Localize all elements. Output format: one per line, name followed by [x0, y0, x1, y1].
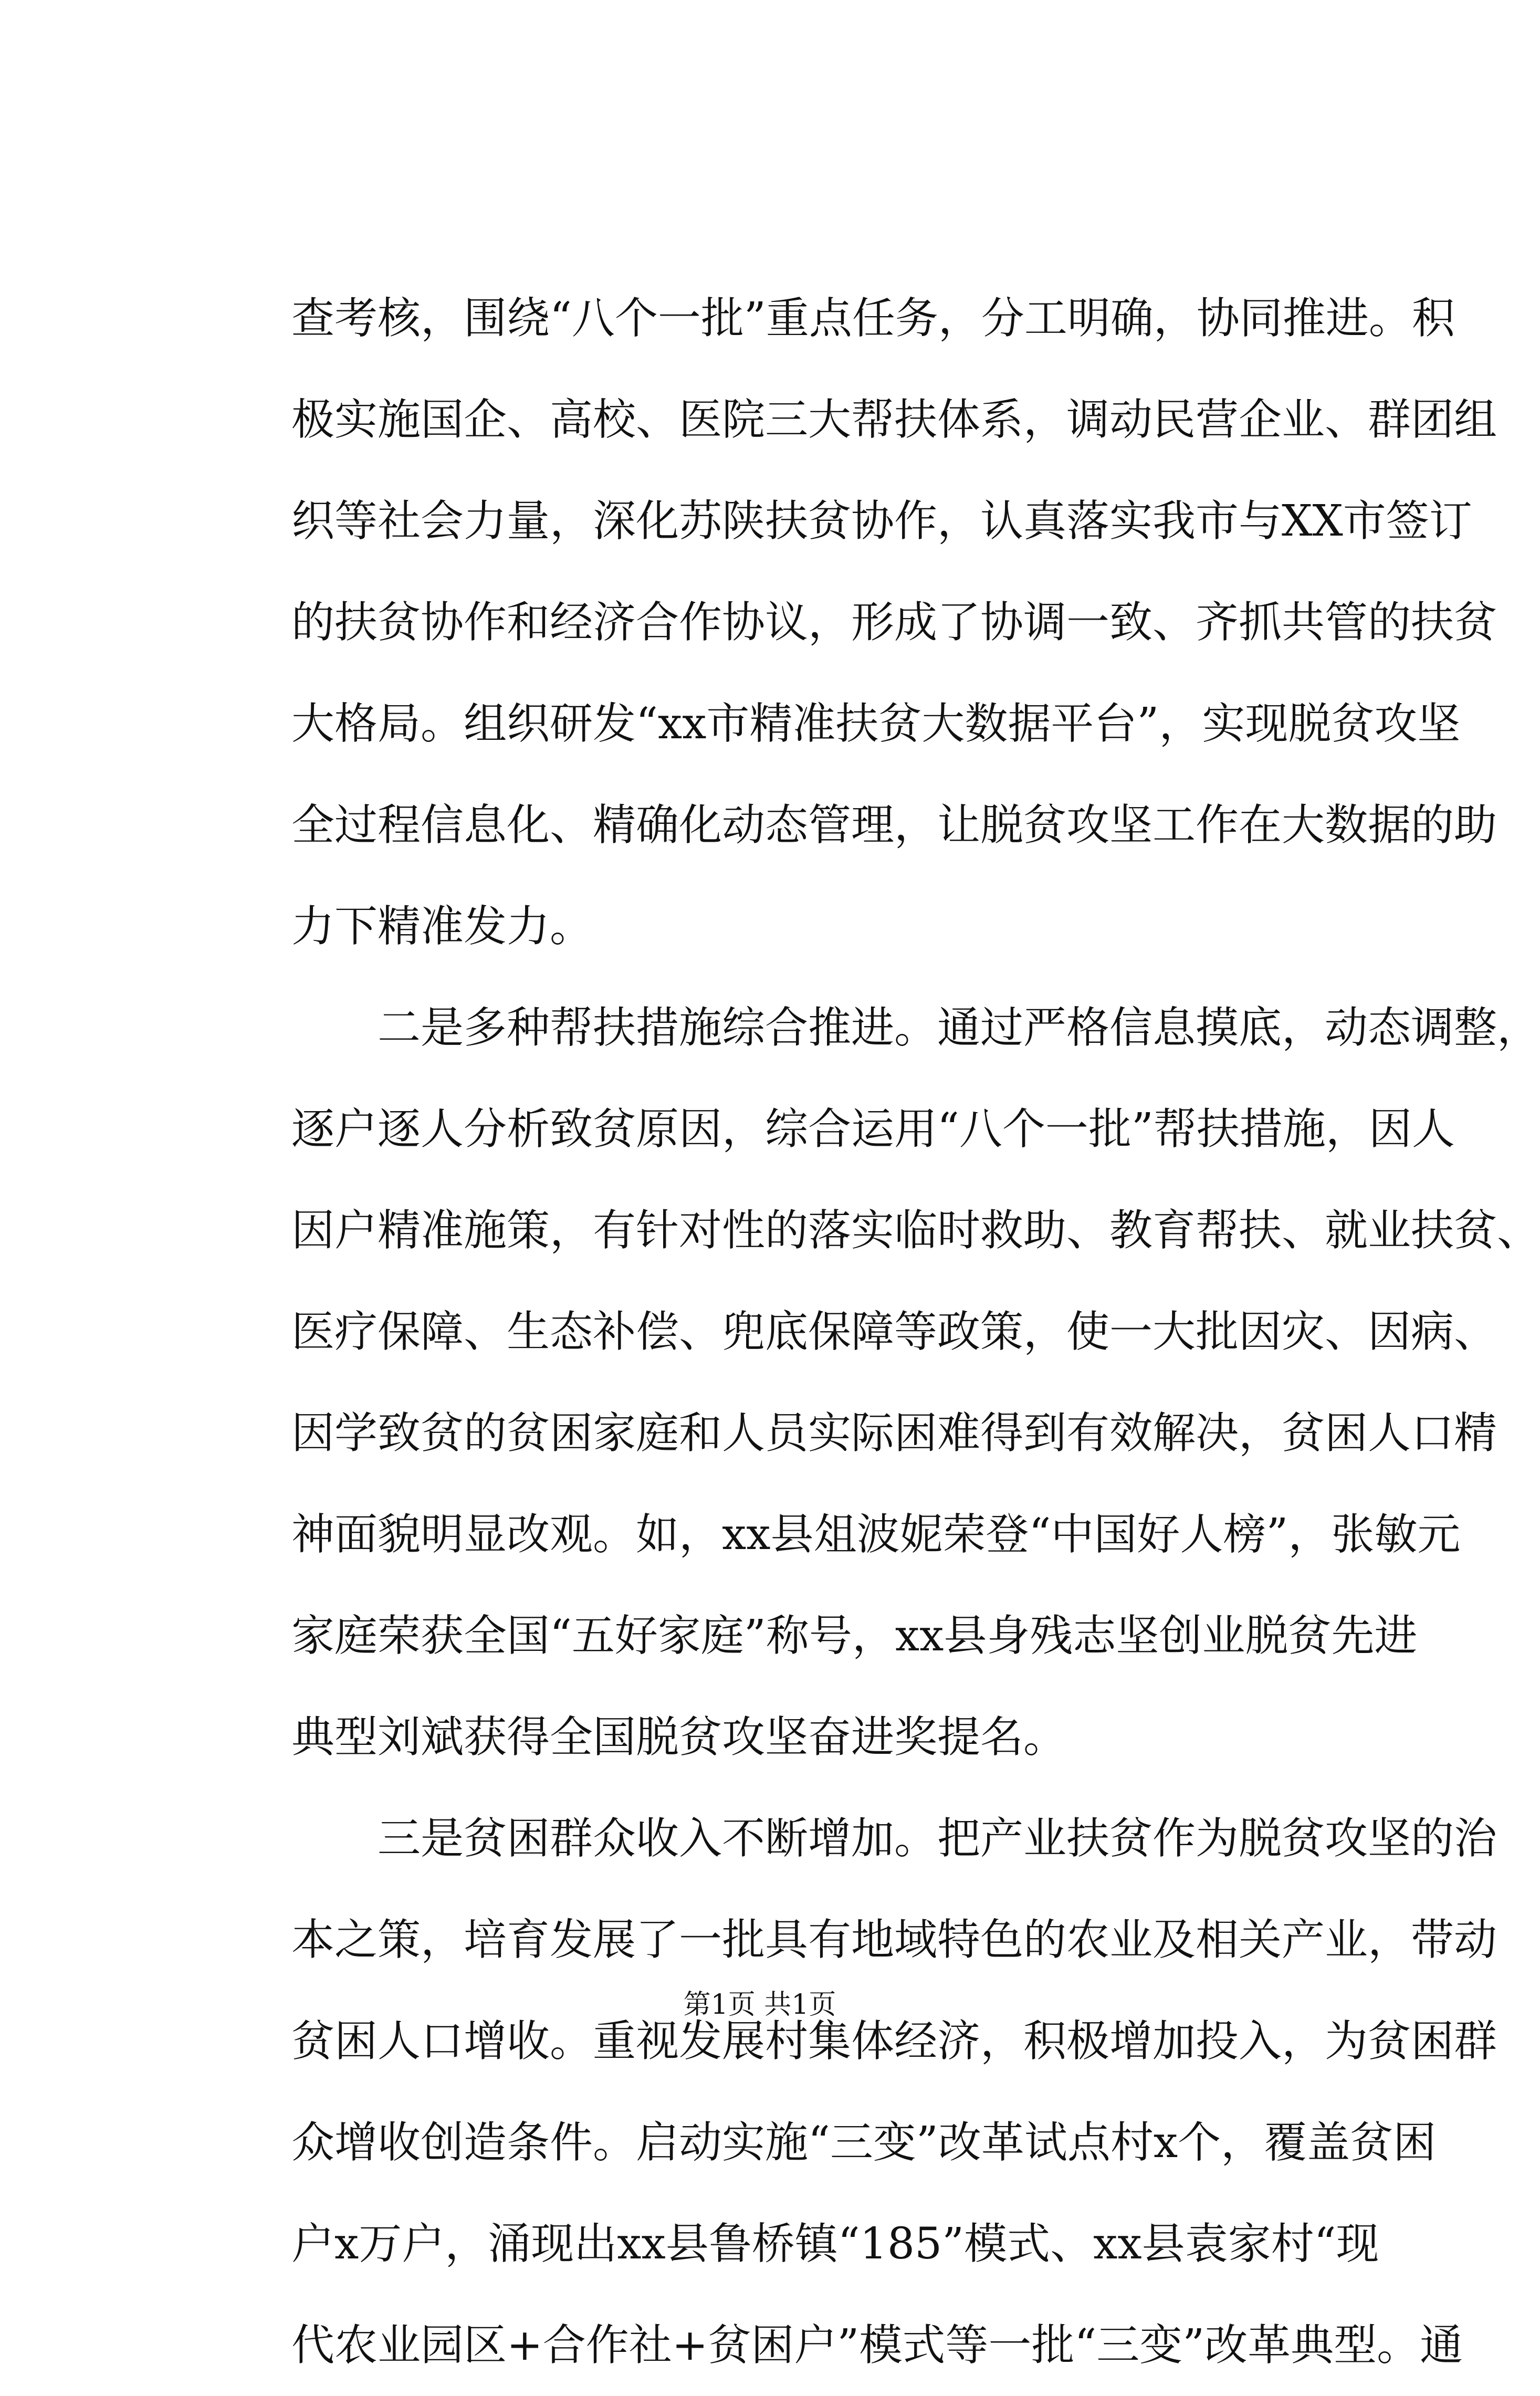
text-line: 本之策，培育发展了一批具有地域特色的农业及相关产业，带动 — [291, 1915, 1497, 1965]
text-line: 全过程信息化、精确化动态管理，让脱贫攻坚工作在大数据的助 — [291, 800, 1497, 850]
text-line: 因户精准施策，有针对性的落实临时救助、教育帮扶、就业扶贫、 — [291, 1206, 1540, 1255]
text-line: 家庭荣获全国“五好家庭”称号，xx县身残志坚创业脱贫先进 — [291, 1611, 1418, 1661]
text-line: 典型刘斌获得全国脱贫攻坚奋进奖提名。 — [291, 1712, 1067, 1762]
text-line: 三是贫困群众收入不断增加。把产业扶贫作为脱贫攻坚的治 — [291, 1814, 1497, 1864]
text-line: 查考核，围绕“八个一批”重点任务，分工明确，协同推进。积 — [291, 294, 1455, 343]
text-line: 力下精准发力。 — [291, 902, 593, 951]
text-line: 极实施国企、高校、医院三大帮扶体系，调动民营企业、群团组 — [291, 395, 1497, 445]
text-line: 户x万户，涌现出xx县鲁桥镇“185”模式、xx县袁家村“现 — [291, 2219, 1379, 2269]
page-number-label: 第1页 共1页 — [683, 1989, 836, 2021]
text-line: 代农业园区+合作社+贫困户”模式等一批“三变”改革典型。通 — [291, 2320, 1463, 2370]
text-line: 众增收创造条件。启动实施“三变”改革试点村x个，覆盖贫困 — [291, 2118, 1437, 2168]
text-line: 逐户逐人分析致贫原因，综合运用“八个一批”帮扶措施，因人 — [291, 1104, 1455, 1154]
document-body — [291, 268, 1540, 2396]
text-line: 医疗保障、生态补偿、兜底保障等政策，使一大批因灾、因病、 — [291, 1307, 1497, 1357]
text-line: 因学致贫的贫困家庭和人员实际困难得到有效解决，贫困人口精 — [291, 1408, 1497, 1458]
text-line: 的扶贫协作和经济合作协议，形成了协调一致、齐抓共管的扶贫 — [291, 598, 1497, 647]
text-line: 二是多种帮扶措施综合推进。通过严格信息摸底，动态调整， — [291, 1003, 1540, 1053]
text-line: 贫困人口增收。重视发展村集体经济，积极增加投入，为贫困群 — [291, 2016, 1497, 2066]
page-footer — [0, 1984, 1520, 2026]
text-line: 神面貌明显改观。如，xx县俎波妮荣登“中国好人榜”，张敏元 — [291, 1510, 1461, 1560]
text-line: 织等社会力量，深化苏陕扶贫协作，认真落实我市与XX市签订 — [291, 496, 1472, 546]
text-line: 大格局。组织研发“xx市精准扶贫大数据平台”，实现脱贫攻坚 — [291, 699, 1461, 749]
